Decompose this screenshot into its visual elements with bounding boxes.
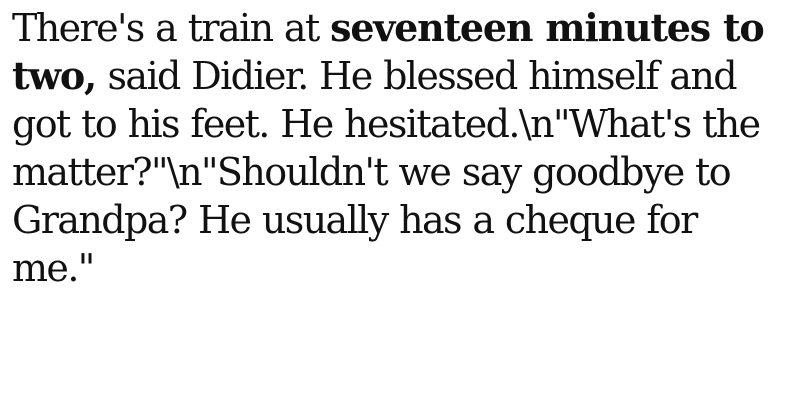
- passage-rest-text: said Didier. He blessed himself and got to his feet. He hesitated.\n"What's the matter?"\n"Shouldn't we say goodbye to Grandpa? He usually has a cheque for me.": [12, 54, 760, 290]
- passage-lead-text: There's a train at: [12, 6, 331, 50]
- passage-emphasis-text: seventeen minutes to two,: [12, 5, 764, 98]
- passage-paragraph: [12, 4, 786, 292]
